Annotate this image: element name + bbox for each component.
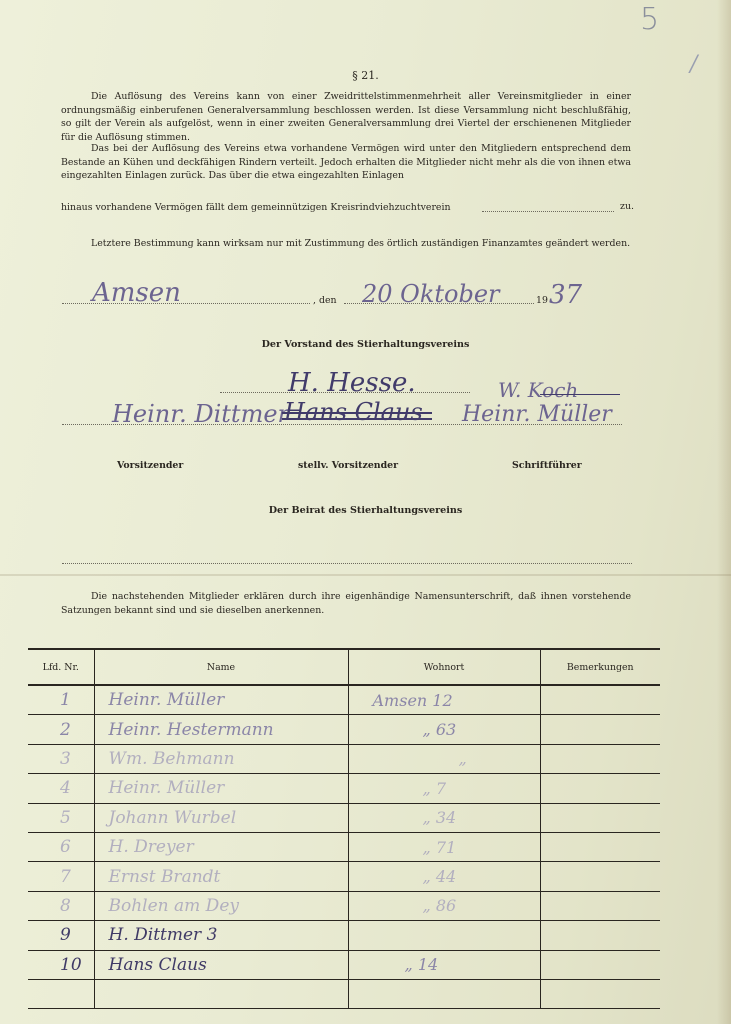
place-handwritten: Amsen bbox=[92, 278, 181, 308]
paragraph-assets: Das bei der Auflösung des Vereins etwa vorhandene Vermögen wird unter den Mitgliedern entsprechend dem Bestande an Kühen und deckfähigen Rindern verteilt. Jedoch erhalten die Mitglieder nicht mehr als die von ihnen etwa eingezahlten Einlagen zurück. Das über die etwa eingezahlten Einlagen bbox=[61, 143, 631, 181]
table-row bbox=[28, 832, 660, 861]
row-residence: „ 63 bbox=[348, 715, 540, 744]
row-number: 4 bbox=[28, 774, 94, 803]
row-number: 3 bbox=[28, 744, 94, 773]
paragraph-amendment: Letztere Bestimmung kann wirksam nur mit Zustimmung des örtlich zuständigen Finanzamtes geändert werden. bbox=[91, 238, 631, 249]
strike-line-secretary bbox=[540, 394, 620, 395]
row-residence: Amsen 12 bbox=[348, 685, 540, 715]
row-number: 1 bbox=[28, 685, 94, 715]
signature-secretary: Heinr. Müller bbox=[462, 402, 612, 427]
strike-line-deputy bbox=[282, 412, 432, 414]
row-residence: „ bbox=[348, 744, 540, 773]
row-name: Hans Claus bbox=[94, 950, 348, 979]
paragraph-assets-continued: hinaus vorhandene Vermögen fällt dem gemeinnützigen Kreisrindviehzuchtverein bbox=[61, 202, 451, 213]
board-heading: Der Vorstand des Stierhaltungsvereins bbox=[261, 339, 470, 350]
row-number: 6 bbox=[28, 832, 94, 861]
row-name: Ernst Brandt bbox=[94, 862, 348, 891]
row-name: Wm. Behmann bbox=[94, 744, 348, 773]
signature-secretary-struck: W. Koch bbox=[498, 378, 579, 402]
row-name: Heinr. Müller bbox=[94, 685, 348, 715]
paragraph-dissolution: Die Auflösung des Vereins kann von einer Zweidrittelstimmenmehrheit aller Vereinsmitglieder in einer ordnungsmäßig einberufenen Generalversammlung beschlossen werden. Ist diese Versammlung nicht beschlußfähig, so gilt der Verein als aufgelöst, wenn in einer zweiten Generalversammlung drei Viertel der erschienenen Mitglieder für die Auflösung stimmen. bbox=[61, 91, 631, 143]
row-remark bbox=[540, 921, 660, 950]
row-name: H. Dittmer 3 bbox=[94, 921, 348, 950]
row-remark bbox=[540, 862, 660, 891]
row-name: H. Dreyer bbox=[94, 832, 348, 861]
paper-fold bbox=[0, 574, 731, 576]
row-name bbox=[94, 979, 348, 1008]
section-heading: § 21. bbox=[352, 69, 379, 82]
zu-label: zu. bbox=[620, 201, 634, 212]
margin-mark: / bbox=[690, 52, 698, 77]
table-row bbox=[28, 744, 660, 773]
table-row bbox=[28, 803, 660, 832]
member-declaration: Die nachstehenden Mitglieder erklären durch ihre eigenhändige Namensunterschrift, daß ihnen vorstehende Satzungen bekannt sind und sie dieselben anerkennen. bbox=[61, 591, 631, 616]
row-residence bbox=[348, 921, 540, 950]
row-residence: „ 44 bbox=[348, 862, 540, 891]
row-remark bbox=[540, 685, 660, 715]
table-header-row bbox=[28, 649, 660, 685]
table-row bbox=[28, 891, 660, 920]
row-name: Bohlen am Dey bbox=[94, 891, 348, 920]
row-number: 5 bbox=[28, 803, 94, 832]
row-number: 7 bbox=[28, 862, 94, 891]
table-row bbox=[28, 862, 660, 891]
date-handwritten: 20 Oktober bbox=[362, 280, 500, 308]
row-name: Heinr. Müller bbox=[94, 774, 348, 803]
row-name: Heinr. Hestermann bbox=[94, 715, 348, 744]
header-number: Lfd. Nr. bbox=[28, 649, 94, 685]
row-remark bbox=[540, 891, 660, 920]
row-residence bbox=[348, 979, 540, 1008]
signature-upper: H. Hesse. bbox=[288, 368, 416, 398]
table-row bbox=[28, 921, 660, 950]
role-secretary: Schriftführer bbox=[512, 460, 582, 471]
row-number: 9 bbox=[28, 921, 94, 950]
row-number: 8 bbox=[28, 891, 94, 920]
header-residence: Wohnort bbox=[348, 649, 540, 685]
table-row bbox=[28, 715, 660, 744]
table-row bbox=[28, 774, 660, 803]
strike-line-deputy-2 bbox=[282, 418, 432, 420]
header-name: Name bbox=[94, 649, 348, 685]
advisory-signature-line bbox=[62, 563, 632, 564]
row-remark bbox=[540, 803, 660, 832]
row-remark bbox=[540, 715, 660, 744]
role-chair: Vorsitzender bbox=[117, 460, 184, 471]
table-row bbox=[28, 950, 660, 979]
row-remark bbox=[540, 744, 660, 773]
row-name: Johann Wurbel bbox=[94, 803, 348, 832]
row-residence: „ 14 bbox=[348, 950, 540, 979]
row-residence: „ 34 bbox=[348, 803, 540, 832]
row-number: 2 bbox=[28, 715, 94, 744]
row-remark bbox=[540, 950, 660, 979]
signature-chair: Heinr. Dittmer bbox=[112, 400, 289, 428]
row-residence: „ 7 bbox=[348, 774, 540, 803]
role-deputy: stellv. Vorsitzender bbox=[298, 460, 399, 471]
row-residence: „ 86 bbox=[348, 891, 540, 920]
den-label: , den bbox=[313, 295, 337, 306]
row-remark bbox=[540, 979, 660, 1008]
year-handwritten: 37 bbox=[549, 280, 583, 310]
row-number bbox=[28, 979, 94, 1008]
signature-deputy-struck: Hans Claus bbox=[284, 398, 423, 426]
blank-line-association bbox=[482, 211, 614, 212]
year-prefix: 19 bbox=[536, 295, 548, 306]
row-residence: „ 71 bbox=[348, 832, 540, 861]
member-register-table bbox=[28, 648, 660, 1009]
advisory-heading: Der Beirat des Stierhaltungsvereins bbox=[268, 505, 463, 516]
table-row bbox=[28, 685, 660, 715]
row-number: 10 bbox=[28, 950, 94, 979]
row-remark bbox=[540, 774, 660, 803]
table-row bbox=[28, 979, 660, 1008]
page-number: 5 bbox=[640, 2, 660, 37]
row-remark bbox=[540, 832, 660, 861]
header-remarks: Bemerkungen bbox=[540, 649, 660, 685]
